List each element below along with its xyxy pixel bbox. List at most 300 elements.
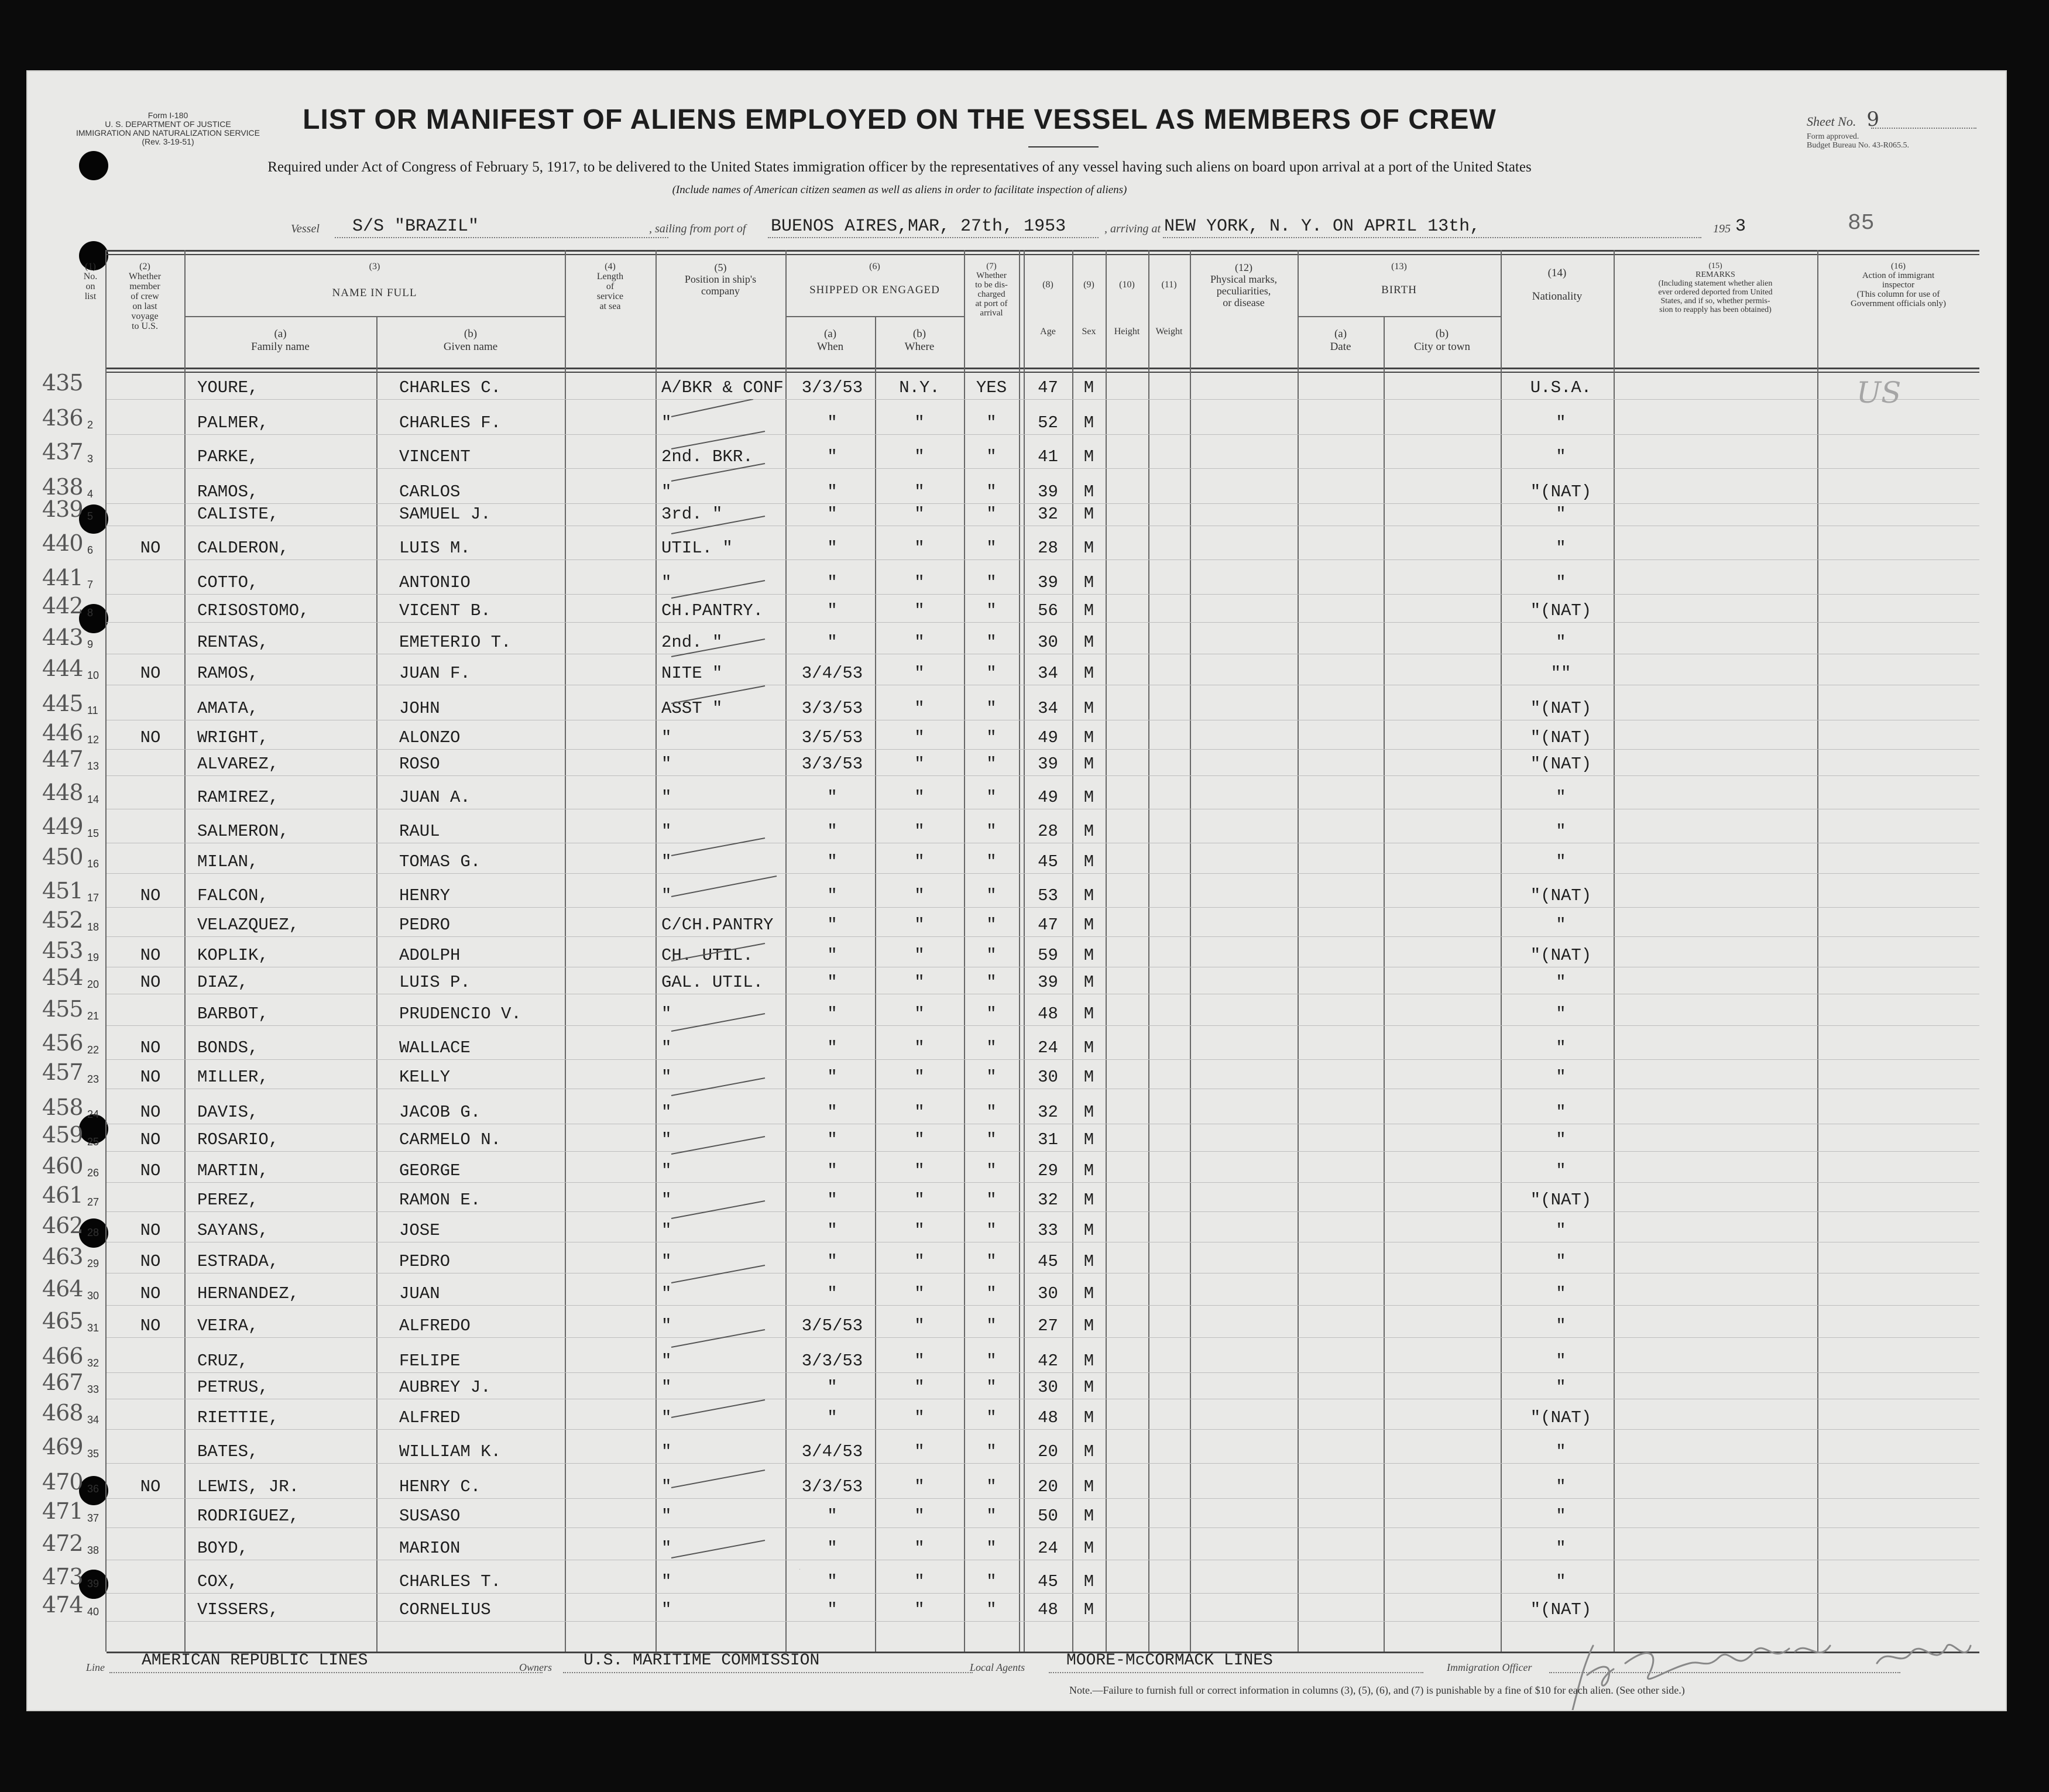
handwritten-list-number: 442 [42, 593, 83, 619]
age-cell: 39 [1038, 754, 1058, 774]
discharged-cell: " [986, 1506, 997, 1526]
member-last-voyage-cell: NO [140, 1038, 161, 1058]
age-cell: 47 [1038, 915, 1058, 935]
nationality-cell: " [1556, 1284, 1566, 1303]
shipped-when-cell: " [827, 413, 838, 432]
discharged-cell: " [986, 1067, 997, 1087]
nationality-cell: " [1556, 1477, 1566, 1496]
shipped-when-cell: 3/3/53 [801, 1477, 863, 1496]
age-cell: 45 [1038, 852, 1058, 871]
discharged-cell: " [986, 633, 997, 652]
handwritten-list-number: 453 [42, 938, 83, 963]
nationality-cell: " [1556, 1442, 1566, 1461]
row-number: 13 [87, 760, 99, 772]
family-name-cell: BONDS, [197, 1038, 259, 1058]
age-cell: 56 [1038, 601, 1058, 620]
discharged-cell: " [986, 886, 997, 905]
shipped-when-cell: " [827, 822, 838, 841]
row-rule [107, 775, 1979, 776]
position-cell: GAL. UTIL. [661, 973, 764, 992]
line-label: Line [86, 1661, 105, 1673]
row-rule [107, 1372, 1979, 1373]
header-col5: (5) Position in ship's company [684, 262, 757, 297]
age-cell: 28 [1038, 538, 1058, 558]
age-cell: 20 [1038, 1477, 1058, 1496]
col-divider [1019, 250, 1020, 1652]
age-cell: 48 [1038, 1004, 1058, 1024]
nationality-cell: "(NAT) [1530, 1408, 1592, 1427]
shipped-where-cell: " [914, 946, 925, 965]
handwritten-list-number: 450 [42, 844, 83, 870]
family-name-cell: PEREZ, [197, 1190, 259, 1210]
given-name-cell: JUAN [399, 1284, 440, 1303]
discharged-cell: " [986, 573, 997, 592]
position-cell: CH. UTIL. [661, 946, 753, 965]
sheet-number-block [1807, 108, 1879, 131]
sex-cell: M [1083, 915, 1094, 935]
nationality-cell: "" [1550, 664, 1571, 683]
shipped-when-cell: " [827, 447, 838, 466]
sex-cell: M [1083, 504, 1094, 524]
position-cell: 3rd. " [661, 504, 723, 524]
row-number: 37 [87, 1512, 99, 1524]
nationality-cell: " [1556, 1161, 1566, 1180]
family-name-cell: CALISTE, [197, 504, 279, 524]
row-number: 27 [87, 1196, 99, 1208]
given-name-cell: CHARLES T. [399, 1572, 502, 1591]
nationality-cell: " [1556, 1004, 1566, 1024]
shipped-when-cell: " [827, 1130, 838, 1149]
header-col4: (4) Length of service at sea [596, 262, 624, 311]
position-cell: " [661, 1252, 672, 1271]
family-name-cell: KOPLIK, [197, 946, 269, 965]
age-cell: 30 [1038, 1378, 1058, 1397]
row-number: 23 [87, 1073, 99, 1085]
given-name-cell: SAMUEL J. [399, 504, 491, 524]
shipped-when-cell: " [827, 886, 838, 905]
row-rule [107, 1498, 1979, 1499]
line-name: AMERICAN REPUBLIC LINES [142, 1652, 368, 1670]
row-number: 6 [87, 544, 94, 556]
age-cell: 30 [1038, 1284, 1058, 1303]
shipped-when-cell: 3/4/53 [801, 1442, 863, 1461]
row-rule [107, 503, 1979, 504]
header-col6: (6) [869, 262, 880, 272]
family-name-cell: RAMOS, [197, 664, 259, 683]
position-cell: " [661, 573, 672, 592]
family-name-cell: YOURE, [197, 378, 259, 397]
member-last-voyage-cell: NO [140, 1316, 161, 1336]
agents-underline [1049, 1672, 1423, 1673]
age-cell: 49 [1038, 728, 1058, 747]
sex-cell: M [1083, 1506, 1094, 1526]
position-cell: " [661, 1284, 672, 1303]
discharged-cell: YES [976, 378, 1007, 397]
shipped-where-cell: " [914, 1067, 925, 1087]
col-divider [565, 250, 566, 1652]
family-name-cell: LEWIS, JR. [197, 1477, 300, 1496]
nationality-cell: " [1556, 852, 1566, 871]
given-name-cell: GEORGE [399, 1161, 461, 1180]
given-name-cell: PRUDENCIO V. [399, 1004, 521, 1024]
department: U. S. DEPARTMENT OF JUSTICE [105, 119, 231, 129]
shipped-where-cell: " [914, 1004, 925, 1024]
row-number: 11 [87, 705, 98, 716]
discharged-cell: " [986, 1004, 997, 1024]
position-cell: " [661, 1130, 672, 1149]
discharged-cell: " [986, 447, 997, 466]
member-last-voyage-cell: NO [140, 886, 161, 905]
discharged-cell: " [986, 1038, 997, 1058]
nationality-cell: " [1556, 413, 1566, 432]
age-cell: 47 [1038, 378, 1058, 397]
age-cell: 42 [1038, 1351, 1058, 1371]
handwritten-list-number: 445 [42, 691, 83, 716]
header-col11: (11) Weight [1155, 280, 1183, 337]
handwritten-list-number: 469 [42, 1434, 83, 1460]
nationality-cell: "(NAT) [1530, 1600, 1592, 1619]
shipped-where-cell: " [914, 1572, 925, 1591]
nationality-cell: " [1556, 1038, 1566, 1058]
nationality-cell: " [1556, 1252, 1566, 1271]
family-name-cell: MILLER, [197, 1067, 269, 1087]
header-col15: (15) REMARKS (Including statement whether alien ever ordered deported from United States, and if so, whether permis- sion to reapply has been obtained) [1658, 262, 1773, 314]
header-col12: (12) Physical marks, peculiarities, or disease [1210, 262, 1277, 308]
discharged-cell: " [986, 1252, 997, 1271]
family-name-cell: VEIRA, [197, 1316, 259, 1336]
row-rule [107, 1025, 1979, 1026]
header-shipped-engaged: SHIPPED OR ENGAGED [809, 284, 940, 296]
nationality-cell: " [1556, 1572, 1566, 1591]
handwritten-list-number: 456 [42, 1030, 83, 1056]
row-number: 2 [87, 419, 94, 431]
handwritten-list-number: 459 [42, 1122, 83, 1148]
given-name-cell: VINCENT [399, 447, 471, 466]
header-col9: (9) Sex [1082, 280, 1096, 337]
header-col13: (13) [1391, 262, 1407, 272]
shipped-where-cell: " [914, 447, 925, 466]
shipped-when-cell: 3/3/53 [801, 1351, 863, 1371]
header-col8: (8) Age [1040, 280, 1056, 337]
sailing-line [768, 237, 1099, 238]
row-number: 24 [87, 1108, 99, 1120]
family-name-cell: RENTAS, [197, 633, 269, 652]
shipped-when-cell: " [827, 482, 838, 502]
sex-cell: M [1083, 946, 1094, 965]
family-name-cell: MILAN, [197, 852, 259, 871]
member-last-voyage-cell: NO [140, 1477, 161, 1496]
row-number: 38 [87, 1544, 99, 1556]
shipped-where-cell: " [914, 973, 925, 992]
sex-cell: M [1083, 1038, 1094, 1058]
sex-cell: M [1083, 1103, 1094, 1122]
row-number: 35 [87, 1448, 99, 1460]
sex-cell: M [1083, 1161, 1094, 1180]
family-name-cell: BOYD, [197, 1539, 249, 1558]
member-last-voyage-cell: NO [140, 1103, 161, 1122]
discharged-cell: " [986, 915, 997, 935]
age-cell: 30 [1038, 1067, 1058, 1087]
shipped-where-cell: " [914, 1506, 925, 1526]
given-name-cell: ANTONIO [399, 573, 471, 592]
col-divider [1298, 250, 1299, 1652]
age-cell: 50 [1038, 1506, 1058, 1526]
header-col1: (1) No. on list [83, 262, 98, 301]
handwritten-list-number: 438 [42, 474, 83, 500]
handwritten-list-number: 474 [42, 1592, 83, 1618]
shipped-when-cell: 3/3/53 [801, 378, 863, 397]
row-rule [107, 1305, 1979, 1306]
given-name-cell: RAUL [399, 822, 440, 841]
position-cell: " [661, 1351, 672, 1371]
age-cell: 45 [1038, 1572, 1058, 1591]
col-divider [105, 250, 107, 1652]
family-name-cell: CALDERON, [197, 538, 289, 558]
nationality-cell: " [1556, 633, 1566, 652]
birth-sub-rule [1298, 316, 1501, 317]
shipped-where-cell: " [914, 1130, 925, 1149]
owners-underline [563, 1672, 973, 1673]
handwritten-list-number: 436 [42, 405, 83, 431]
age-cell: 41 [1038, 447, 1058, 466]
sex-cell: M [1083, 447, 1094, 466]
sex-cell: M [1083, 1572, 1094, 1591]
col-divider [1501, 250, 1502, 1652]
shipped-when-cell: " [827, 1408, 838, 1427]
age-cell: 34 [1038, 699, 1058, 718]
age-cell: 20 [1038, 1442, 1058, 1461]
age-cell: 39 [1038, 573, 1058, 592]
year-prefix: 195 [1713, 222, 1731, 235]
age-cell: 53 [1038, 886, 1058, 905]
row-number: 33 [87, 1384, 99, 1395]
row-number: 15 [87, 828, 99, 839]
arriving-line [1163, 237, 1701, 238]
given-name-cell: JACOB G. [399, 1103, 481, 1122]
shipped-where-cell: " [914, 1600, 925, 1619]
nationality-cell: " [1556, 1351, 1566, 1371]
subtitle: Required under Act of Congress of February 5, 1917, to be delivered to the United States immigration officer by the representatives of any vessel having such aliens on board upon arrival at a port of the United States [267, 159, 1532, 175]
col-divider [1106, 250, 1107, 1652]
given-name-cell: RAMON E. [399, 1190, 481, 1210]
age-cell: 24 [1038, 1038, 1058, 1058]
nationality-cell: " [1556, 573, 1566, 592]
shipped-when-cell: 3/5/53 [801, 1316, 863, 1336]
sailing-port: BUENOS AIRES,MAR, 27th, 1953 [771, 217, 1066, 236]
nationality-cell: " [1556, 1506, 1566, 1526]
shipped-when-cell: " [827, 1378, 838, 1397]
age-cell: 28 [1038, 822, 1058, 841]
sex-cell: M [1083, 1351, 1094, 1371]
header-birth-date: (a) Date [1330, 328, 1351, 353]
family-name-cell: HERNANDEZ, [197, 1284, 300, 1303]
age-cell: 29 [1038, 1161, 1058, 1180]
row-number: 12 [87, 734, 99, 746]
page-title: LIST OR MANIFEST OF ALIENS EMPLOYED ON THE VESSEL AS MEMBERS OF CREW [303, 104, 1497, 135]
nationality-cell: " [1556, 788, 1566, 807]
header-birth: BIRTH [1381, 284, 1417, 296]
col-divider [1614, 250, 1615, 1652]
nationality-cell: " [1556, 1539, 1566, 1558]
row-number: 30 [87, 1290, 99, 1302]
sex-cell: M [1083, 482, 1094, 502]
sex-cell: M [1083, 886, 1094, 905]
row-rule [107, 1429, 1979, 1430]
position-cell: UTIL. " [661, 538, 733, 558]
sex-cell: M [1083, 1252, 1094, 1271]
given-name-cell: JOHN [399, 699, 440, 718]
family-name-cell: RIETTIE, [197, 1408, 279, 1427]
age-cell: 48 [1038, 1408, 1058, 1427]
position-cell: CH.PANTRY. [661, 601, 764, 620]
age-cell: 48 [1038, 1600, 1058, 1619]
shipped-where-cell: " [914, 728, 925, 747]
row-rule [107, 399, 1979, 400]
shipped-where-cell: " [914, 788, 925, 807]
family-name-cell: COTTO, [197, 573, 259, 592]
punch-hole [79, 504, 108, 534]
year-suffix: 3 [1735, 217, 1746, 236]
family-name-cell: PARKE, [197, 447, 259, 466]
row-number: 39 [87, 1578, 99, 1590]
owners-label: Owners [519, 1661, 552, 1673]
handwritten-list-number: 470 [42, 1469, 83, 1495]
nationality-cell: "(NAT) [1530, 482, 1592, 502]
handwritten-list-number: 471 [42, 1498, 83, 1524]
header-col3: (3) [369, 262, 380, 272]
given-name-cell: PEDRO [399, 915, 451, 935]
shipped-when-cell: " [827, 538, 838, 558]
handwritten-list-number: 443 [42, 624, 83, 650]
family-name-cell: WRIGHT, [197, 728, 269, 747]
handwritten-list-number: 461 [42, 1182, 83, 1208]
header-col14: (14) Nationality [1532, 267, 1583, 303]
row-rule [107, 1621, 1979, 1622]
sex-cell: M [1083, 378, 1094, 397]
sex-cell: M [1083, 1600, 1094, 1619]
shipped-where-cell: " [914, 1038, 925, 1058]
arriving-port: NEW YORK, N. Y. ON APRIL 13th, [1164, 217, 1481, 236]
nationality-cell: " [1556, 1103, 1566, 1122]
row-number: 28 [87, 1227, 99, 1238]
position-cell: " [661, 1316, 672, 1336]
shipped-when-cell: " [827, 1190, 838, 1210]
family-name-cell: COX, [197, 1572, 238, 1591]
given-name-cell: MARION [399, 1539, 461, 1558]
shipped-where-cell: " [914, 1442, 925, 1461]
punch-hole [79, 604, 108, 633]
check-marks [648, 399, 800, 1663]
discharged-cell: " [986, 1130, 997, 1149]
sex-cell: M [1083, 1539, 1094, 1558]
header-bottom-rule [107, 368, 1979, 369]
shipped-when-cell: " [827, 946, 838, 965]
position-cell: 2nd. BKR. [661, 447, 753, 466]
age-cell: 30 [1038, 633, 1058, 652]
shipped-when-cell: 3/3/53 [801, 699, 863, 718]
sex-cell: M [1083, 788, 1094, 807]
member-last-voyage-cell: NO [140, 664, 161, 683]
row-number: 34 [87, 1414, 99, 1426]
given-name-cell: ALONZO [399, 728, 461, 747]
sex-cell: M [1083, 538, 1094, 558]
officer-signature [1561, 1628, 1982, 1711]
row-number: 5 [87, 510, 94, 522]
handwritten-list-number: 472 [42, 1530, 83, 1556]
header-col16: (16) Action of immigrant inspector (This column for use of Government officials only) [1850, 262, 1946, 308]
nationality-cell: " [1556, 1221, 1566, 1240]
family-name-cell: CRUZ, [197, 1351, 249, 1371]
vessel-line [335, 237, 668, 238]
shipped-when-cell: " [827, 601, 838, 620]
age-cell: 39 [1038, 482, 1058, 502]
given-name-cell: CHARLES F. [399, 413, 502, 432]
shipped-when-cell: 3/3/53 [801, 754, 863, 774]
row-number: 18 [87, 921, 99, 933]
shipped-where-cell: " [914, 915, 925, 935]
shipped-when-cell: " [827, 1252, 838, 1271]
discharged-cell: " [986, 1351, 997, 1371]
row-rule [107, 594, 1979, 595]
handwritten-list-number: 465 [42, 1308, 83, 1334]
handwritten-list-number: 466 [42, 1343, 83, 1369]
sex-cell: M [1083, 1442, 1094, 1461]
family-name-cell: DIAZ, [197, 973, 249, 992]
age-cell: 27 [1038, 1316, 1058, 1336]
row-rule [107, 1593, 1979, 1594]
position-cell: " [661, 754, 672, 774]
discharged-cell: " [986, 822, 997, 841]
given-name-cell: FELIPE [399, 1351, 461, 1371]
shipped-when-cell: 3/5/53 [801, 728, 863, 747]
position-cell: " [661, 1378, 672, 1397]
given-name-cell: CARLOS [399, 482, 461, 502]
age-cell: 59 [1038, 946, 1058, 965]
position-cell: " [661, 1572, 672, 1591]
table-top-rule [107, 250, 1979, 252]
given-name-cell: ALFREDO [399, 1316, 471, 1336]
shipped-when-cell: " [827, 633, 838, 652]
given-name-cell: PEDRO [399, 1252, 451, 1271]
inspector-mark: US [1856, 376, 1902, 410]
header-when: (a) When [816, 328, 844, 353]
shipped-where-cell: " [914, 573, 925, 592]
member-last-voyage-cell: NO [140, 1221, 161, 1240]
position-cell: " [661, 852, 672, 871]
shipped-when-cell: " [827, 788, 838, 807]
nationality-cell: " [1556, 1067, 1566, 1087]
family-name-cell: BARBOT, [197, 1004, 269, 1024]
discharged-cell: " [986, 1408, 997, 1427]
position-cell: " [661, 788, 672, 807]
row-number: 20 [87, 979, 99, 990]
family-name-cell: BATES, [197, 1442, 259, 1461]
nationality-cell: U.S.A. [1530, 378, 1592, 397]
row-rule [107, 559, 1979, 560]
nationality-cell: "(NAT) [1530, 728, 1592, 747]
family-name-cell: RODRIGUEZ, [197, 1506, 300, 1526]
col-divider [1817, 250, 1818, 1652]
position-cell: ASST " [661, 699, 723, 718]
approved-text: Form approved. [1807, 132, 1859, 141]
position-cell: " [661, 1408, 672, 1427]
member-last-voyage-cell: NO [140, 1130, 161, 1149]
row-number: 31 [87, 1322, 99, 1334]
shipped-when-cell: " [827, 973, 838, 992]
handwritten-list-number: 460 [42, 1153, 83, 1179]
col-divider [1384, 316, 1385, 1652]
shipped-where-cell: " [914, 1221, 925, 1240]
